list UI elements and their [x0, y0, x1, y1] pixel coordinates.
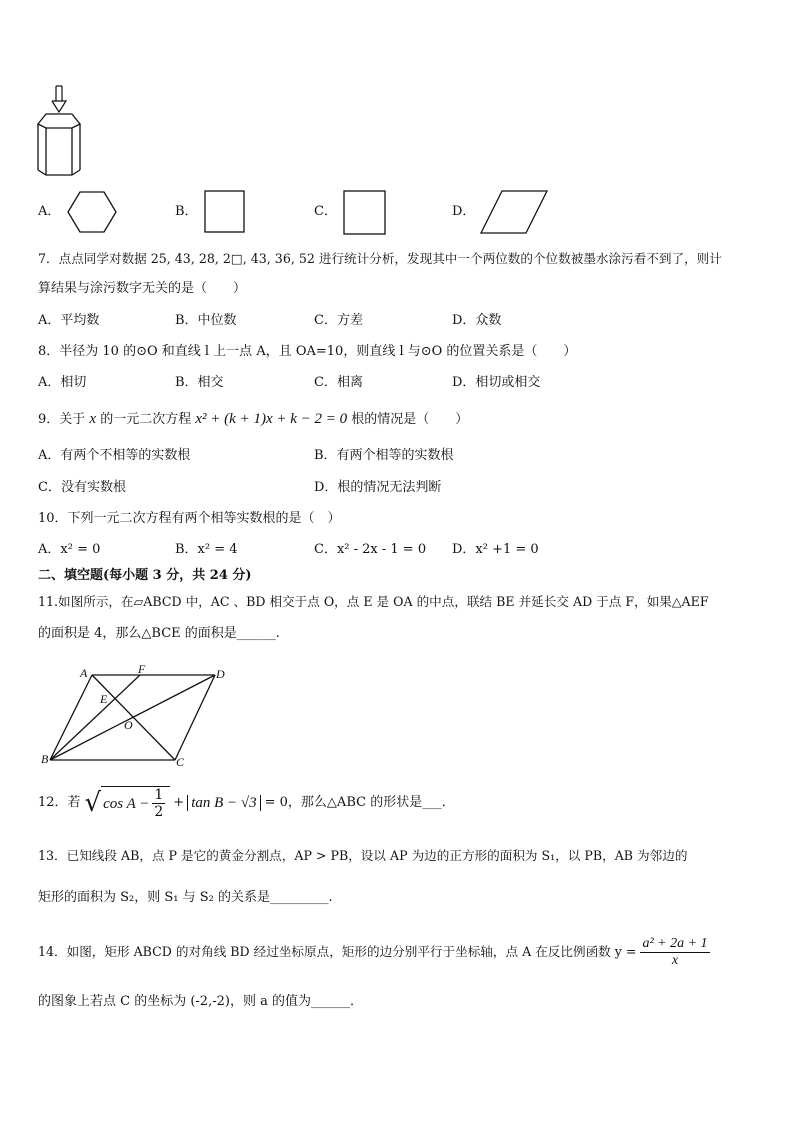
- q9-option-a: A．有两个不相等的实数根: [38, 448, 191, 463]
- q10-option-c: C．x² - 2x - 1 = 0: [314, 542, 427, 557]
- option-c-rectangle-icon: [344, 191, 385, 234]
- q12-post: = 0，那么△ABC 的形状是___．: [264, 795, 455, 810]
- q12-pre: 12．若: [38, 795, 81, 810]
- sqrt-radicand: [101, 786, 170, 820]
- sqrt-sign: √: [84, 788, 102, 818]
- q9-mid: 的一元二次方程: [100, 412, 192, 427]
- q12-stem: 12．若 √ cos A − $\frac{1}{2}$ + tan B − √3 = 0，那么△ABC 的形状是___．: [38, 787, 455, 820]
- q9-option-b: B．有两个相等的实数根: [314, 448, 454, 463]
- q13-stem-line2: 矩形的面积为 S₂，则 S₁ 与 S₂ 的关系是_________.: [38, 890, 333, 905]
- option-c-label: C．: [314, 204, 337, 219]
- option-a-hexagon-icon: [68, 192, 116, 232]
- q8-stem: 8．半径为 10 的⊙O 和直线 l 上一点 A，且 OA=10，则直线 l 与⊙O 的位置关系是（ ）: [38, 344, 577, 359]
- q11-stem-line1: 11.如图所示，在▱ABCD 中，AC 、BD 相交于点 O，点 E 是 OA 的中点，联结 BE 并延长交 AD 于点 F，如果△AEF: [38, 594, 709, 609]
- q8-option-b: B．相交: [175, 375, 224, 390]
- point-o-label: O: [124, 718, 133, 732]
- q8-option-c: C．相离: [314, 375, 363, 390]
- option-d-label: D．: [452, 204, 476, 219]
- q10-stem: 10．下列一元二次方程有两个相等实数根的是（ ）: [38, 511, 341, 526]
- q7-stem-line1: 7．点点同学对数据 25, 43, 28, 2□, 43, 36, 52 进行统计分析，发现其中一个两位数的个位数被墨水涂污看不到了，则计: [38, 251, 722, 266]
- q12-cos: cos A −: [103, 795, 150, 812]
- q7-stem-line2: 算结果与涂污数字无关的是（ ）: [38, 281, 247, 296]
- option-d-parallelogram-icon: [481, 191, 547, 233]
- q11-stem-line2: 的面积是 4，那么△BCE 的面积是______.: [38, 626, 280, 641]
- q13-stem-line1: 13．已知线段 AB，点 P 是它的黄金分割点，AP > PB，设以 AP 为边的正方形的面积为 S₁，以 PB，AB 为邻边的: [38, 848, 688, 863]
- q9-var: x: [89, 411, 97, 427]
- point-a-label: A: [80, 666, 88, 680]
- point-b-label: B: [41, 752, 49, 766]
- q9-post: 根的情况是（ ）: [351, 412, 469, 427]
- point-f-label: F: [138, 662, 146, 676]
- q9-option-c: C．没有实数根: [38, 480, 126, 495]
- q10-option-d: D．x² +1 = 0: [452, 542, 539, 557]
- q10-option-a: A．x² = 0: [38, 542, 101, 557]
- q10-option-b: B．x² = 4: [175, 542, 238, 557]
- q8-option-a: A．相切: [38, 375, 87, 390]
- q8-option-d: D．相切或相交: [452, 375, 541, 390]
- q14-fraction: $\frac{\text{a² + 2a + 1}}{x}$: [642, 935, 708, 968]
- q7-option-a: A．平均数: [38, 313, 100, 328]
- q7-option-b: B．中位数: [175, 313, 237, 328]
- q12-tan-abs: tan B − √3: [187, 795, 260, 811]
- section-heading-fill-in: 二、填空题(每小题 3 分，共 24 分): [38, 568, 252, 583]
- q9-equation: x² + (k + 1)x + k − 2 = 0: [195, 411, 348, 427]
- point-d-label: D: [216, 667, 225, 681]
- option-a-label: A．: [38, 204, 61, 219]
- option-b-rectangle-icon: [205, 191, 244, 232]
- point-c-label: C: [176, 755, 185, 769]
- q7-option-d: D．众数: [452, 313, 502, 328]
- option-b-label: B．: [175, 204, 198, 219]
- q14-stem-line2: 的图象上若点 C 的坐标为 (-2,-2)，则 a 的值为______．: [38, 994, 363, 1009]
- q12-fraction: $\frac{1}{2}$: [154, 787, 164, 820]
- q9-pre: 9．关于: [38, 412, 86, 427]
- view-direction-arrow-icon: [52, 86, 66, 112]
- point-e-label: E: [100, 692, 108, 706]
- q14-stem-line1: 14．如图，矩形 ABCD 的对角线 BD 经过坐标原点，矩形的边分别平行于坐标轴，点 A 在反比例函数 y = $\frac{\text{a² + 2a + 1}}{x}$: [38, 935, 708, 968]
- q9-stem: [38, 411, 468, 428]
- q9-option-d: D．根的情况无法判断: [314, 480, 442, 495]
- prism-icon: [38, 114, 80, 175]
- q7-option-c: C．方差: [314, 313, 363, 328]
